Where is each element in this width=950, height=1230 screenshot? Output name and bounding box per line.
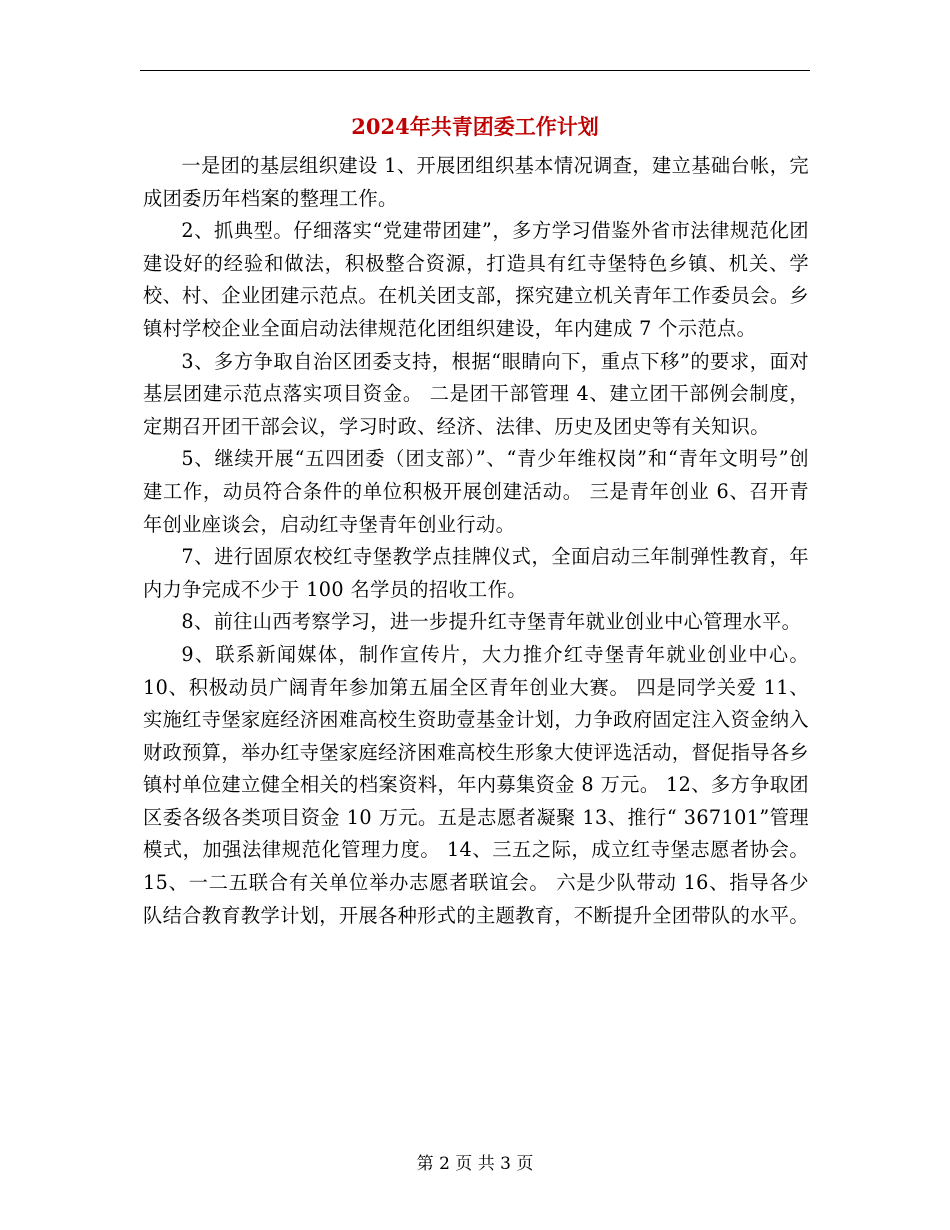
paragraph-5: 7、进行固原农校红寺堡教学点挂牌仪式，全面启动三年制弹性教育，年内力争完成不少于 100 名学员的招收工作。 xyxy=(143,545,809,601)
paragraph-3: 3、多方争取自治区团委支持，根据“眼睛向下，重点下移”的要求，面对基层团建示范点落实项目资金。 二是团干部管理 4、建立团干部例会制度，定期召开团干部会议，学习时政、经济、法律、历史及团史等有关知识。 xyxy=(143,349,809,438)
paragraph-7: 9、联系新闻媒体，制作宣传片，大力推介红寺堡青年就业创业中心。 10、积极动员广阔青年参加第五届全区青年创业大赛。 四是同学关爱 11、实施红寺堡家庭经济困难高校生资助壹基金计划，力争政府固定注入资金纳入财政预算，举办红寺堡家庭经济困难高校生形象大使评选活动，督促指导各乡镇村单位建立健全相关的档案资料，年内募集资金 8 万元。 12、多方争取团区委各级各类项目资金 10 万元。五是志愿者凝聚 13、推行“ 367101”管理模式，加强法律规范化管理力度。 14、三五之际，成立红寺堡志愿者协会。 15、一二五联合有关单位举办志愿者联谊会。 六是少队带动 16、指导各少队结合教育教学计划，开展各种形式的主题教育，不断提升全团带队的水平。 xyxy=(143,642,809,927)
document-title: 2024年共青团委工作计划 xyxy=(351,114,599,139)
paragraph-2: 2、抓典型。仔细落实“党建带团建”，多方学习借鉴外省市法律规范化团建设好的经验和做法，积极整合资源，打造具有红寺堡特色乡镇、机关、学校、村、企业团建示范点。在机关团支部，探究建立机关青年工作委员会。乡镇村学校企业全面启动法律规范化团组织建设，年内建成 7 个示范点。 xyxy=(143,219,809,340)
header-rule xyxy=(140,70,810,71)
document-body xyxy=(143,150,809,932)
page-footer: 第 2 页 共 3 页 xyxy=(416,1154,534,1174)
paragraph-6: 8、前往山西考察学习，进一步提升红寺堡青年就业创业中心管理水平。 xyxy=(181,610,802,634)
paragraph-1: 一是团的基层组织建设 1、开展团组织基本情况调查，建立基础台帐，完成团委历年档案的整理工作。 xyxy=(143,154,809,210)
paragraph-4: 5、继续开展“五四团委（团支部）”、“青少年维权岗”和“青年文明号”创建工作，动员符合条件的单位积极开展创建活动。 三是青年创业 6、召开青年创业座谈会，启动红寺堡青年创业行动。 xyxy=(143,447,809,536)
